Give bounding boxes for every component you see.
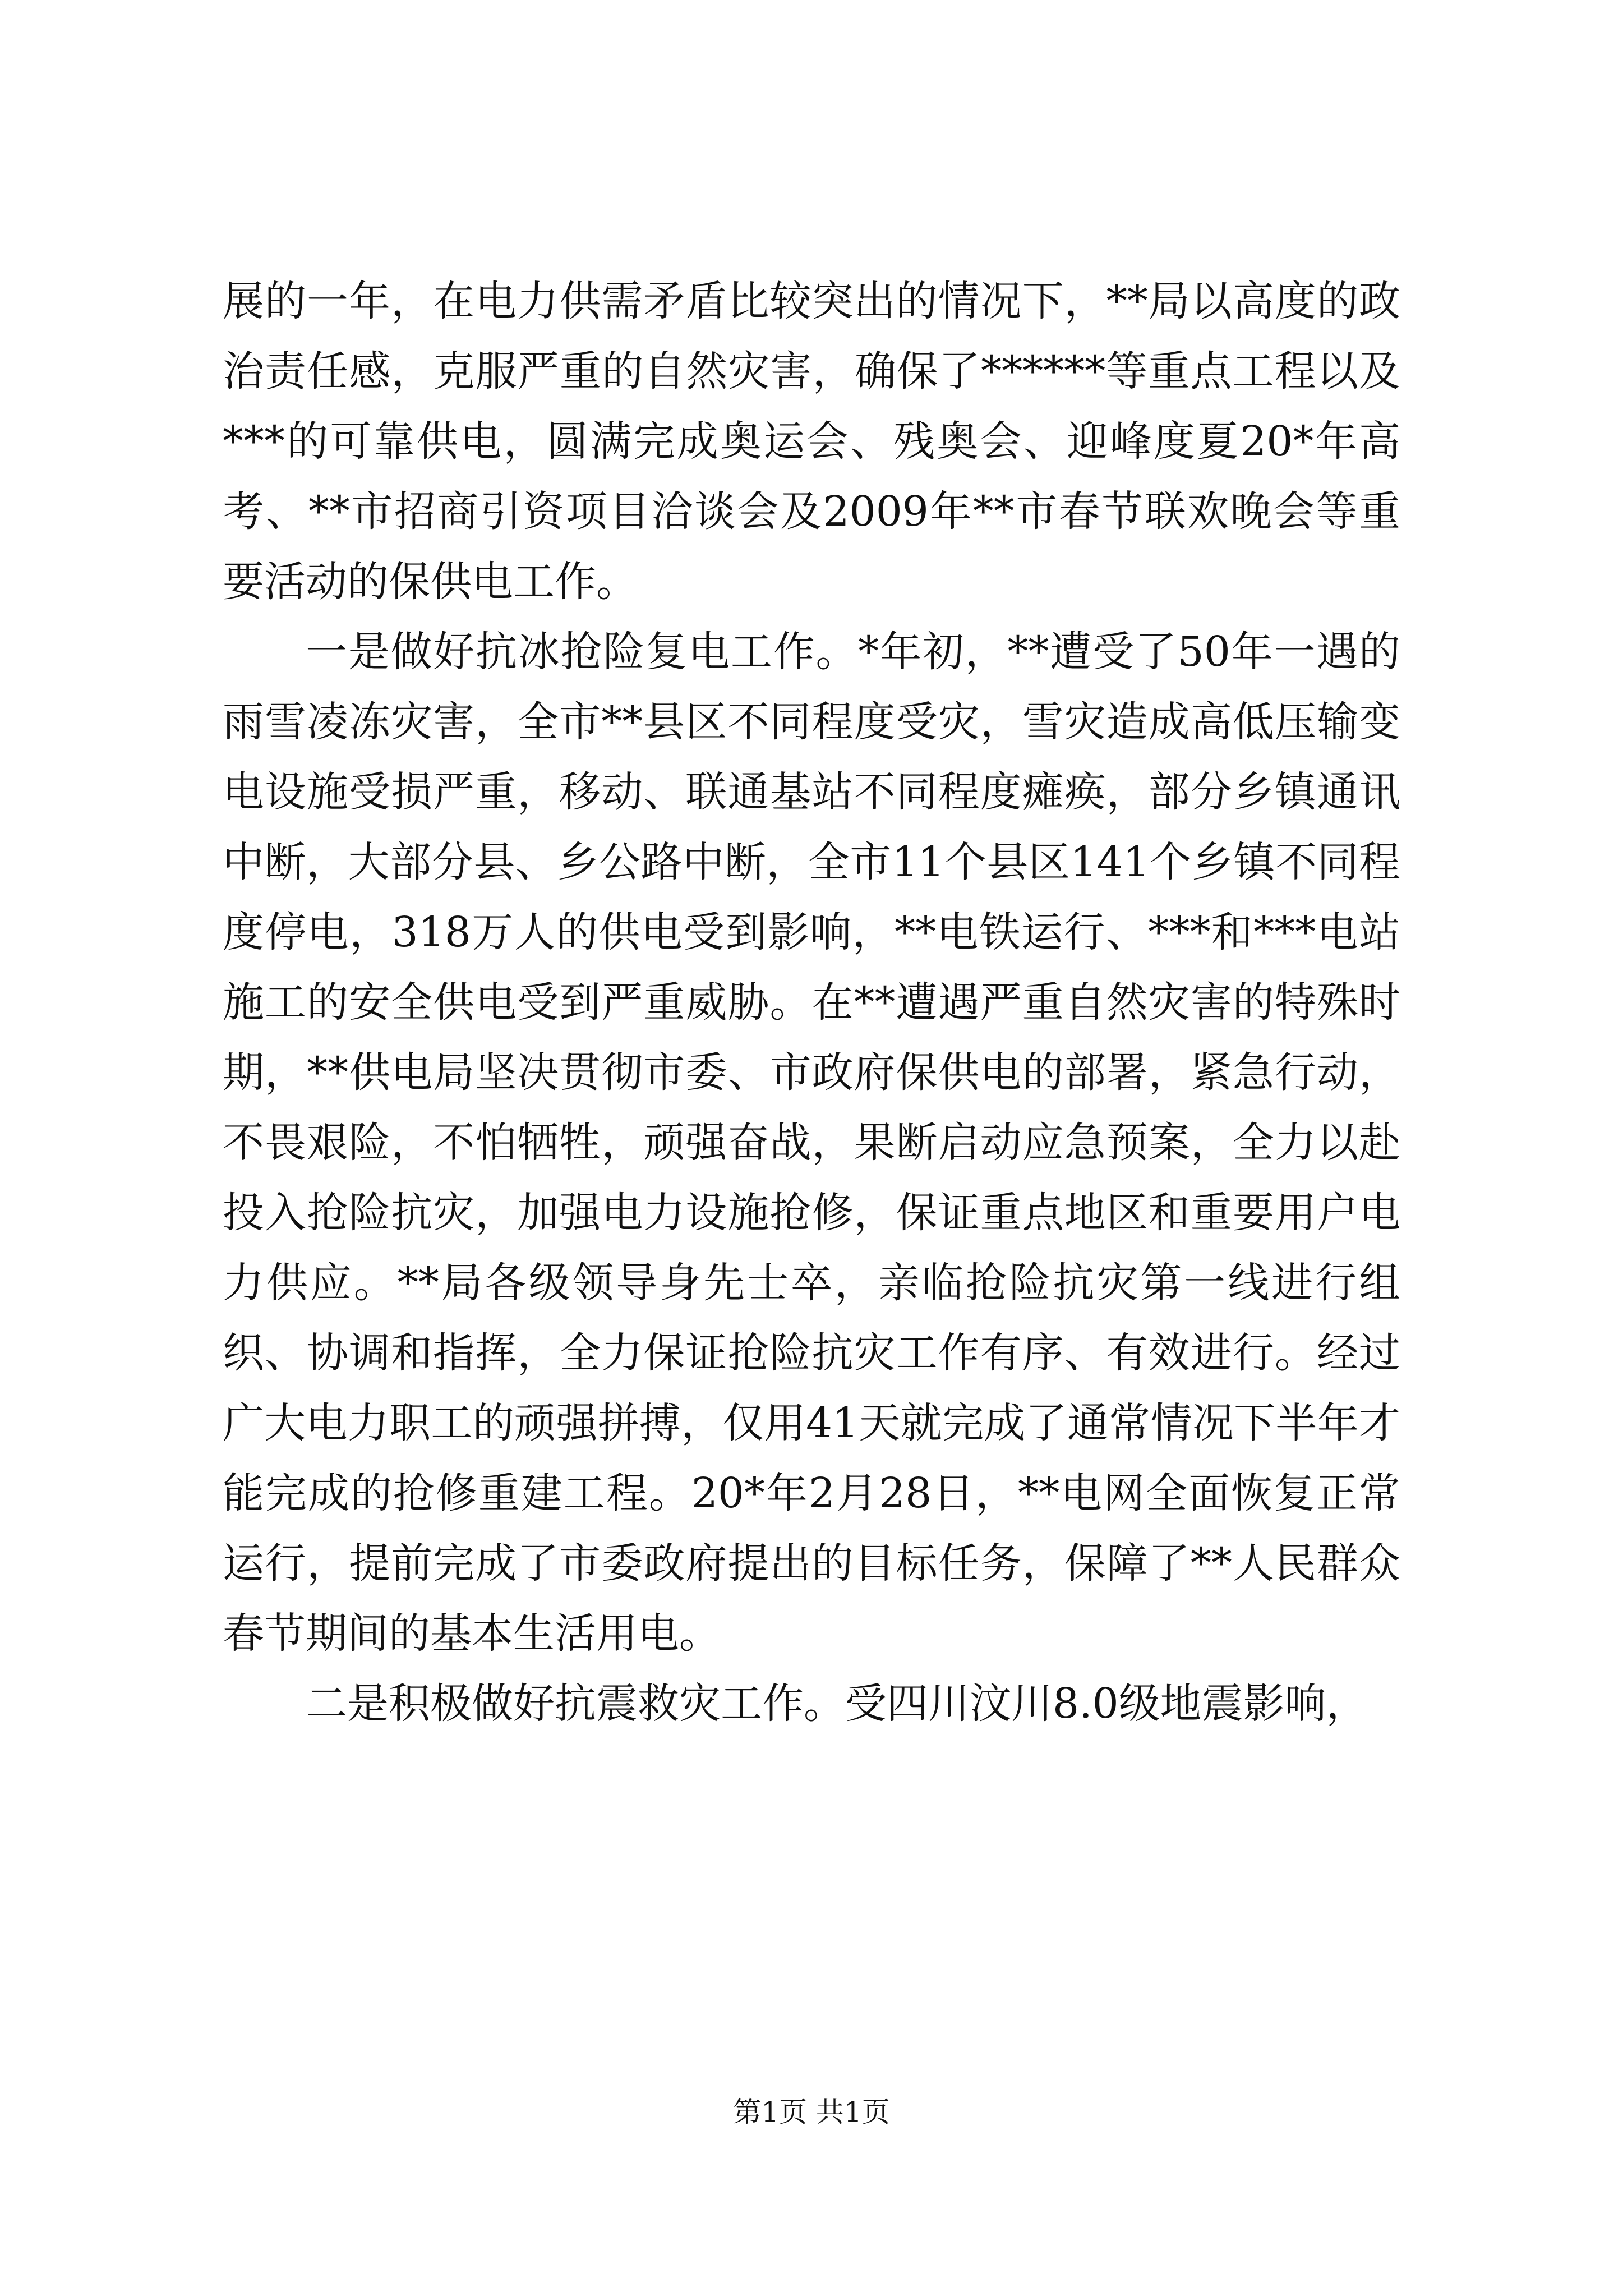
page-footer: 第1页 共1页 xyxy=(733,2096,890,2128)
document-body xyxy=(223,266,1400,1739)
paragraph-3: 二是积极做好抗震救灾工作。受四川汶川8.0级地震影响， xyxy=(306,1680,1368,1728)
paragraph-1: 展的一年，在电力供需矛盾比较突出的情况下，**局以高度的政治责任感，克服严重的自然灾害，确保了******等重点工程以及***的可靠供电，圆满完成奥运会、残奥会、迎峰度夏20*年高考、**市招商引资项目洽谈会及2009年**市春节联欢晚会等重要活动的保供电工作。 xyxy=(223,277,1400,606)
paragraph-2: 一是做好抗冰抢险复电工作。*年初，**遭受了50年一遇的雨雪凌冻灾害，全市**县区不同程度受灾，雪灾造成高低压输变电设施受损严重，移动、联通基站不同程度瘫痪，部分乡镇通讯中断，大部分县、乡公路中断，全市11个县区141个乡镇不同程度停电，318万人的供电受到影响，**电铁运行、***和***电站施工的安全供电受到严重威胁。在**遭遇严重自然灾害的特殊时期，**供电局坚决贯彻市委、市政府保供电的部署，紧急行动，不畏艰险，不怕牺牲，顽强奋战，果断启动应急预案，全力以赴投入抢险抗灾，加强电力设施抢修，保证重点地区和重要用户电力供应。**局各级领导身先士卒，亲临抢险抗灾第一线进行组织、协调和指挥，全力保证抢险抗灾工作有序、有效进行。经过广大电力职工的顽强拼搏，仅用41天就完成了通常情况下半年才能完成的抢修重建工程。20*年2月28日，**电网全面恢复正常运行，提前完成了市委政府提出的目标任务，保障了**人民群众春节期间的基本生活用电。 xyxy=(223,628,1400,1658)
